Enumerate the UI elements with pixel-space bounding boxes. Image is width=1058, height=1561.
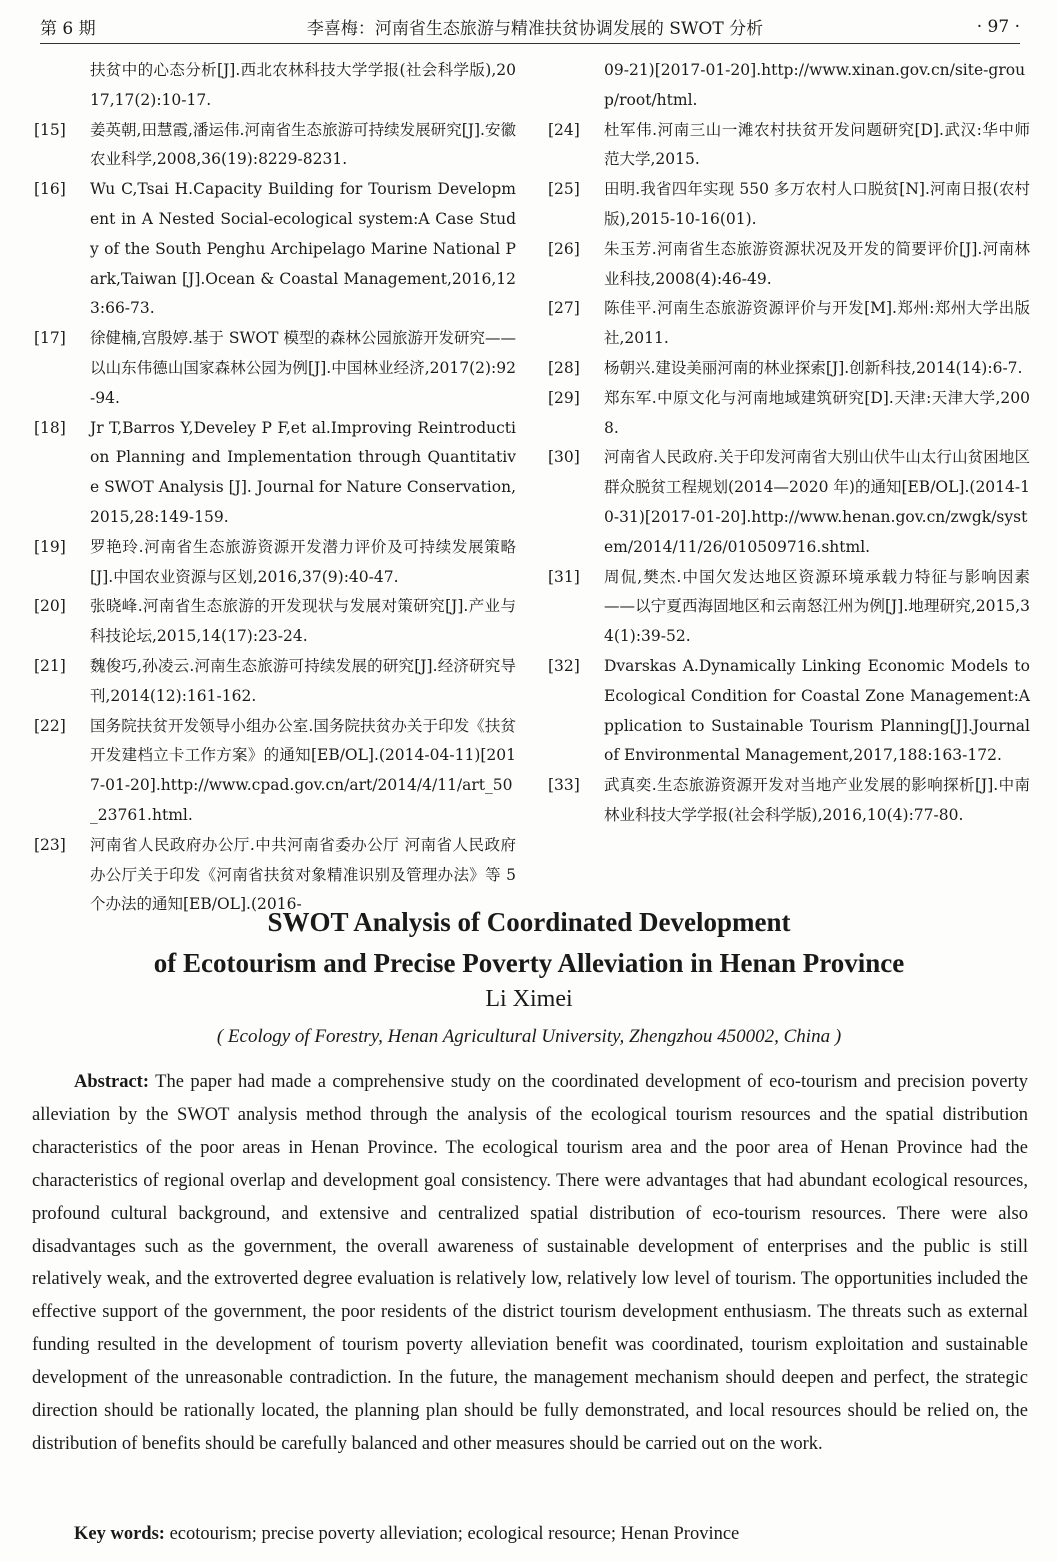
keywords-label: Key words: <box>74 1524 165 1544</box>
reference-text: 武真奕.生态旅游资源开发对当地产业发展的影响探析[J].中南林业科技大学学报(社会科学版),2016,10(4):77-80. <box>604 776 1030 824</box>
reference-text: 国务院扶贫开发领导小组办公室.国务院扶贫办关于印发《扶贫开发建档立卡工作方案》的通知[EB/OL].(2014-04-11)[2017-01-20].http://www.cpad.gov.cn/art/2014/4/11/art_50_23761.html. <box>90 716 516 824</box>
running-header <box>40 10 1020 44</box>
reference-text: Jr T,Barros Y,Develey P F,et al.Improving Reintroduction Planning and Implementation through Quantitative SWOT Analysis [J]. Journal for Nature Conservation, 2015,28:149-159. <box>90 418 516 526</box>
reference-item <box>548 563 1030 652</box>
reference-number: [25] <box>548 180 580 199</box>
reference-number: [17] <box>34 329 66 348</box>
reference-text: 罗艳玲.河南省生态旅游资源开发潜力评价及可持续发展策略[J].中国农业资源与区划,2016,37(9):40-47. <box>90 537 516 586</box>
reference-item <box>548 652 1030 771</box>
paper-title <box>0 902 1058 984</box>
reference-text: 郑东军.中原文化与河南地域建筑研究[D].天津:天津大学,2008. <box>604 388 1030 437</box>
page-number: · 97 · <box>976 16 1020 37</box>
reference-text: 陈佳平.河南生态旅游资源评价与开发[M].郑州:郑州大学出版社,2011. <box>604 299 1030 348</box>
reference-number: [33] <box>548 776 580 795</box>
reference-number: [19] <box>34 537 66 556</box>
reference-text: 09-21)[2017-01-20].http://www.xinan.gov.cn/site-group/root/html. <box>604 61 1026 109</box>
reference-number: [23] <box>34 835 66 854</box>
reference-item <box>548 116 1030 176</box>
reference-number: [21] <box>34 656 66 675</box>
reference-text: 张晓峰.河南省生态旅游的开发现状与发展对策研究[J].产业与科技论坛,2015,14(17):23-24. <box>90 597 516 646</box>
reference-number: [18] <box>34 418 66 437</box>
reference-item <box>548 294 1030 354</box>
reference-text: 徐健楠,宫殷婷.基于 SWOT 模型的森林公园旅游开发研究——以山东伟德山国家森林公园为例[J].中国林业经济,2017(2):92-94. <box>90 329 516 407</box>
reference-number: [28] <box>548 358 580 377</box>
reference-text: 扶贫中的心态分析[J].西北农林科技大学学报(社会科学版),2017,17(2):10-17. <box>90 61 516 109</box>
reference-text: 杜军伟.河南三山一滩农村扶贫开发问题研究[D].武汉:华中师范大学,2015. <box>604 120 1030 169</box>
affiliation: ( Ecology of Forestry, Henan Agricultural University, Zhengzhou 450002, China ) <box>216 1026 842 1047</box>
reference-item <box>34 324 516 413</box>
reference-text: Dvarskas A.Dynamically Linking Economic Models to Ecological Condition for Coastal Zone Management:Application to Sustainable Tourism Planning[J].Journal of Environmental Management,2017,188:163-172. <box>604 656 1030 765</box>
reference-number: [24] <box>548 120 580 139</box>
title-line-2: of Ecotourism and Precise Poverty Alleviation in Henan Province <box>153 948 905 978</box>
reference-number: [15] <box>34 120 66 139</box>
reference-item <box>548 175 1030 235</box>
title-line-1: SWOT Analysis of Coordinated Development <box>267 907 791 937</box>
reference-text: 朱玉芳.河南省生态旅游资源状况及开发的简要评价[J].河南林业科技,2008(4):46-49. <box>604 239 1030 288</box>
author-name: Li Ximei <box>485 986 573 1012</box>
abstract <box>32 1066 1028 1461</box>
reference-item <box>548 384 1030 444</box>
reference-text: 河南省人民政府.关于印发河南省大别山伏牛山太行山贫困地区群众脱贫工程规划(2014—2020 年)的通知[EB/OL].(2014-10-31)[2017-01-20].http://www.henan.gov.cn/zwgk/system/2014/11/26/010509716.shtml. <box>604 448 1030 556</box>
keywords <box>74 1524 1034 1545</box>
reference-item <box>34 175 516 324</box>
reference-number: [26] <box>548 239 580 258</box>
keywords-text: ecotourism; precise poverty alleviation; ecological resource; Henan Province <box>169 1524 740 1544</box>
reference-item <box>34 533 516 593</box>
reference-text: 周侃,樊杰.中国欠发达地区资源环境承载力特征与影响因素——以宁夏西海固地区和云南怒江州为例[J].地理研究,2015,34(1):39-52. <box>604 567 1030 646</box>
reference-number: [27] <box>548 299 580 318</box>
reference-text: 杨朝兴.建设美丽河南的林业探索[J].创新科技,2014(14):6-7. <box>604 358 1023 377</box>
reference-item <box>548 354 1030 384</box>
reference-text: Wu C,Tsai H.Capacity Building for Tourism Development in A Nested Social-ecological system:A Case Study of the South Penghu Archipelago Marine National Park,Taiwan [J].Ocean & Coastal Management,2016,123:66-73. <box>90 180 516 318</box>
reference-number: [20] <box>34 597 66 616</box>
references-right-column <box>548 56 1030 831</box>
reference-number: [31] <box>548 567 580 586</box>
reference-item <box>34 592 516 652</box>
reference-text: 田明.我省四年实现 550 多万农村人口脱贫[N].河南日报(农村版),2015-10-16(01). <box>604 180 1030 228</box>
reference-text: 姜英朝,田慧霞,潘运伟.河南省生态旅游可持续发展研究[J].安徽农业科学,2008,36(19):8229-8231. <box>90 120 516 169</box>
issue-number: 第 6 期 <box>40 19 96 39</box>
abstract-text: The paper had made a comprehensive study on the coordinated development of eco-tourism and precision poverty alleviation by the SWOT analysis method through the analysis of the ecological tourism resources and the spatial distribution characteristics of the poor areas in Henan Province. The ecological tourism area and the poor area of Henan Province had the characteristics of regional overlap and development goal consistency. There were advantages that had abundant ecological resources, profound cultural background, and extensive and centralized spatial distribution of eco-tourism resources. There were also disadvantages such as the government, the overall awareness of sustainable development of enterprises and the public is still relatively weak, and the extroverted degree evaluation is relatively low, relatively low level of tourism. The opportunities included the effective support of the government, the poor residents of the district tourism development enthusiasm. The threats such as external funding resulted in the development of tourism poverty alleviation benefit was coordinated, tourism exploitation and sustainable development of the unreasonable contradiction. In the future, the management mechanism should deepen and perfect, the strategic direction should be rationally located, the planning plan should be fully demonstrated, and local resources should be relied on, the distribution of benefits should be carefully balanced and other measures should be carried out on the work. <box>32 1072 1028 1454</box>
reference-number: [22] <box>34 716 66 735</box>
reference-number: [29] <box>548 388 580 407</box>
reference-item <box>548 771 1030 831</box>
reference-item <box>34 56 516 116</box>
reference-item <box>34 652 516 712</box>
reference-text: 河南省人民政府办公厅.中共河南省委办公厅 河南省人民政府办公厅关于印发《河南省扶贫对象精准识别及管理办法》等 5 个办法的通知[EB/OL].(2016- <box>90 835 516 914</box>
reference-item <box>34 712 516 831</box>
reference-number: [16] <box>34 180 66 199</box>
running-title: 李喜梅：河南省生态旅游与精准扶贫协调发展的 SWOT 分析 <box>306 19 764 39</box>
reference-item <box>34 116 516 176</box>
reference-number: [32] <box>548 656 580 675</box>
reference-text: 魏俊巧,孙凌云.河南生态旅游可持续发展的研究[J].经济研究导刊,2014(12):161-162. <box>90 656 516 705</box>
references-left-column <box>34 56 516 920</box>
reference-number: [30] <box>548 448 580 467</box>
reference-item <box>34 414 516 533</box>
reference-item <box>548 56 1030 116</box>
reference-item <box>548 235 1030 295</box>
abstract-label: Abstract: <box>74 1072 150 1092</box>
reference-item <box>548 443 1030 562</box>
